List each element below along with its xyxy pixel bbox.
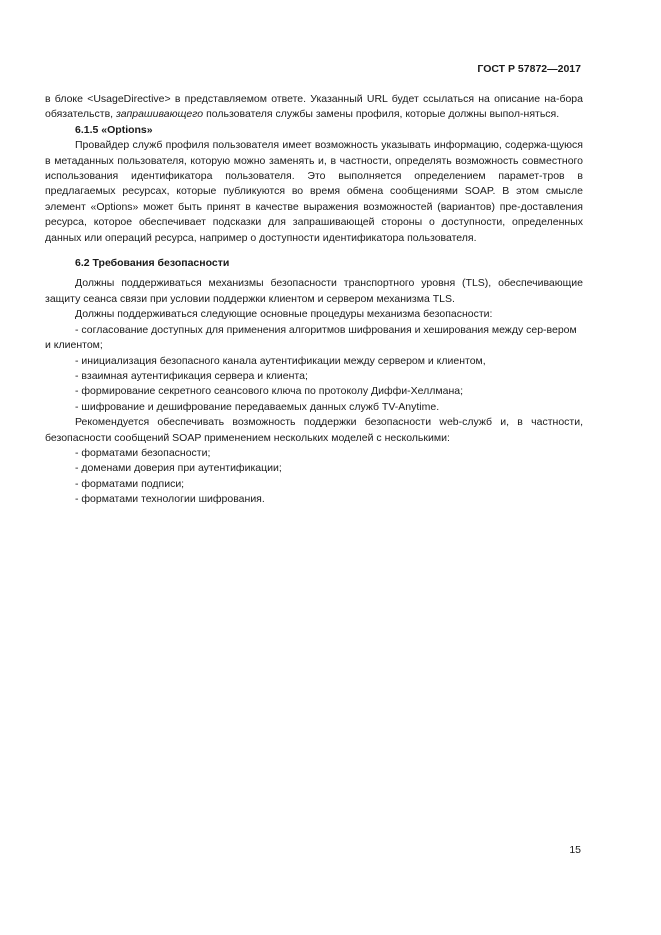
list-item: - форматами безопасности; xyxy=(75,446,211,459)
page-number: 15 xyxy=(569,844,581,856)
section-heading-6-2: 6.2 Требования безопасности xyxy=(75,257,230,270)
paragraph-text: в блоке <UsageDirective> в представляемом ответе. Указанный URL будет ссылаться на описание на-бора обязательств, xyxy=(45,93,583,121)
list-item: - формирование секретного сеансового ключа по протоколу Диффи-Хеллмана; xyxy=(75,385,464,398)
list-item: - взаимная аутентификация сервера и клиента; xyxy=(75,369,308,382)
section-heading-6-1-5: 6.1.5 «Options» xyxy=(75,123,153,136)
paragraph-usage-directive xyxy=(45,92,583,123)
document-body xyxy=(45,92,583,508)
paragraph-text: пользователя службы замены профиля, которые должны выпол-няться. xyxy=(203,108,560,121)
list-item: - доменами доверия при аутентификации; xyxy=(75,462,282,475)
paragraph-procedures: Должны поддерживаться следующие основные процедуры механизма безопасности: xyxy=(75,308,493,321)
list-item: - шифрование и дешифрование передаваемых данных служб TV-Anytime. xyxy=(75,400,440,413)
paragraph-recommendation: Рекомендуется обеспечивать возможность поддержки безопасности web-служб и, в частности, безопасности сообщений SOAP применением нескольких моделей с несколькими: xyxy=(45,416,583,444)
list-item: - форматами технологии шифрования. xyxy=(75,493,265,506)
list-item: - инициализация безопасного канала аутентификации между сервером и клиентом, xyxy=(75,354,486,367)
paragraph-tls: Должны поддерживаться механизмы безопасности транспортного уровня (TLS), обеспечивающие защиту сеанса связи при условии поддержки клиентом и сервером механизма TLS. xyxy=(45,277,583,305)
emphasis-text: запрашивающего xyxy=(115,108,204,121)
paragraph-options: Провайдер служб профиля пользователя имеет возможность указывать информацию, содержа-щуюся в метаданных пользователя, которую можно заменять и, в частности, определять возможность совместного использования идентификатора пользователя. Это выполняется определением парамет-тров в предлагаемых ресурсах, которые публикуются во время обмена сообщениями SOAP. В этом смысле элемент «Options» может быть принят в качестве выражения возможностей (вариантов) пре-доставления ресурса, которое обеспечивает подсказки для запрашивающей стороны о доступности, определенных данных или операций ресурса, например о доступности идентификатора пользователя. xyxy=(45,139,583,244)
list-item: - согласование доступных для применения алгоритмов шифрования и хеширования между сер-вером и клиентом; xyxy=(45,323,577,352)
document-number: ГОСТ Р 57872—2017 xyxy=(477,63,581,75)
list-item: - форматами подписи; xyxy=(75,477,185,490)
